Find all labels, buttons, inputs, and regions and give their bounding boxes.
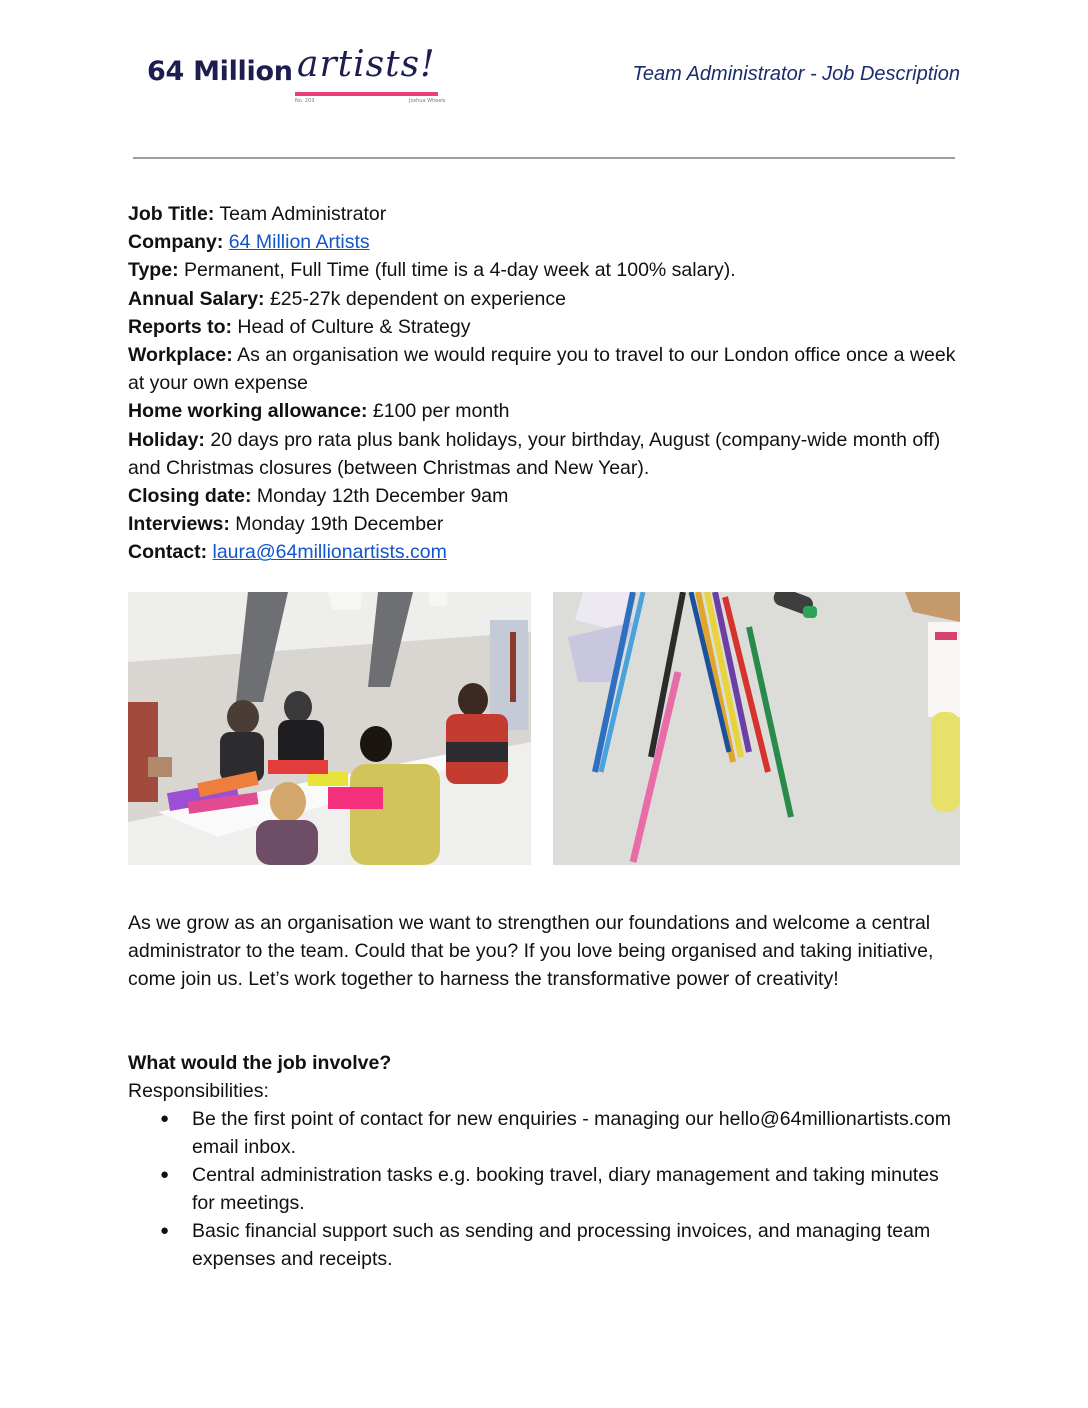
list-item (128, 1217, 958, 1273)
home-allowance-value: £100 per month (367, 400, 510, 423)
salary-label: Annual Salary: (128, 287, 265, 310)
section-heading: What would the job involve? (128, 1052, 392, 1074)
reports-to-row (128, 313, 968, 341)
company-link[interactable]: 64 Million Artists (228, 231, 370, 254)
job-title-value: Team Administrator (214, 203, 387, 225)
job-details (128, 200, 968, 567)
logo-small-left: No. 203 (295, 98, 315, 104)
bullet-icon: ● (160, 1110, 170, 1127)
intro-paragraph: As we grow as an organisation we want to strengthen our foundations and welcome a central administrator to the team. Could that be you? If you love being organised and taking initiative, come join us. Let’s work together to harness the transformative power of creativity! (128, 912, 934, 990)
contact-label: Contact: (128, 541, 208, 564)
logo-small-right: Joshua Wheels (409, 98, 446, 104)
company-row (128, 228, 968, 256)
pencils-photo (553, 592, 960, 865)
company-logo (147, 44, 447, 106)
holiday-value: 20 days pro rata plus bank holidays, your birthday, August (company-wide month off) and Christmas closures (between Christmas and New Year). (128, 428, 941, 479)
contact-email-link[interactable]: laura@64millionartists.com (212, 541, 447, 564)
salary-value: £25-27k dependent on experience (264, 287, 566, 310)
interviews-row (128, 510, 968, 538)
salary-row (128, 285, 968, 313)
list-item (128, 1105, 958, 1161)
reports-to-label: Reports to: (128, 315, 232, 338)
reports-to-value: Head of Culture & Strategy (232, 315, 471, 338)
header-divider (133, 157, 955, 159)
workplace-row (128, 341, 968, 397)
workshop-photo (128, 592, 531, 865)
job-title-row (128, 200, 968, 228)
logo-text: 64 Million (147, 56, 293, 87)
contact-row (128, 538, 968, 566)
bullet-icon: ● (160, 1166, 170, 1183)
responsibilities-list (128, 1105, 958, 1273)
logo-script-text: artists! (297, 44, 436, 85)
home-allowance-row (128, 397, 968, 425)
document-title: Team Administrator - Job Description (632, 63, 960, 85)
interviews-label: Interviews: (128, 513, 230, 536)
holiday-row (128, 426, 968, 482)
logo-underline (295, 92, 438, 96)
job-title-label: Job Title: (128, 203, 215, 225)
closing-date-value: Monday 12th December 9am (251, 485, 509, 508)
interviews-value: Monday 19th December (229, 513, 444, 536)
type-label: Type: (128, 259, 179, 282)
bullet-icon: ● (160, 1222, 170, 1239)
list-item-text: Central administration tasks e.g. booking travel, diary management and taking minutes for meetings. (192, 1164, 939, 1214)
list-item-text: Be the first point of contact for new enquiries - managing our hello@64millionartists.com email inbox. (192, 1108, 951, 1158)
section-subheading: Responsibilities: (128, 1080, 269, 1102)
holiday-label: Holiday: (128, 428, 205, 451)
home-allowance-label: Home working allowance: (128, 400, 368, 423)
list-item (128, 1161, 958, 1217)
list-item-text: Basic financial support such as sending and processing invoices, and managing team expenses and receipts. (192, 1220, 931, 1270)
type-row (128, 256, 968, 284)
closing-date-row (128, 482, 968, 510)
closing-date-label: Closing date: (128, 485, 252, 508)
company-label: Company: (128, 231, 224, 254)
workplace-value: As an organisation we would require you to travel to our London office once a week at your own expense (128, 344, 956, 395)
workplace-label: Workplace: (128, 344, 233, 367)
type-value: Permanent, Full Time (full time is a 4-day week at 100% salary). (178, 259, 736, 282)
